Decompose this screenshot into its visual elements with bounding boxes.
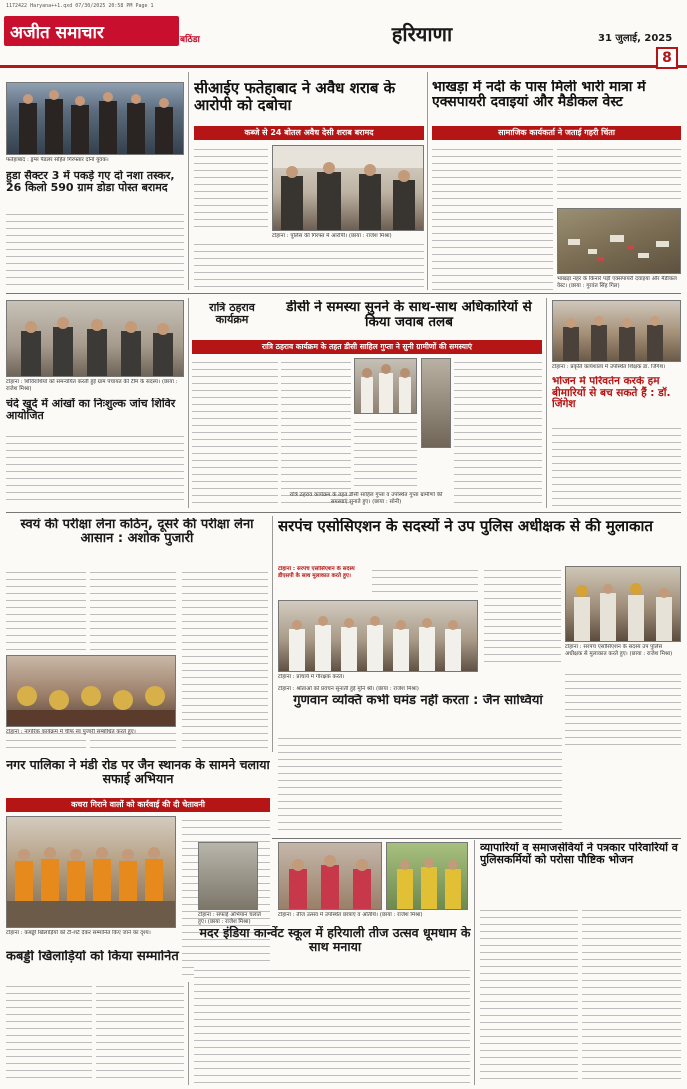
kabaddi-headline: कबड्डी खिलाड़ियों को किया सम्मानित bbox=[6, 950, 179, 964]
dc-photo-1 bbox=[354, 358, 417, 414]
kabaddi-photo-figures bbox=[7, 817, 176, 928]
cleanliness-kicker: कचरा गिराने वालों को कार्रवाई की दी चेतावनी bbox=[6, 798, 270, 812]
page-number: 8 bbox=[656, 47, 678, 69]
dc-text-4 bbox=[454, 358, 542, 508]
teej-headline: मदर इंडिया कान्वेंट स्कूल में हरियाली तीज उत्सव धूमधाम के साथ मनाया bbox=[199, 926, 471, 954]
diet-headline: भोजन में परिवर्तन करके हम बीमारियों से बच सकते हैं : डॉ. जिंगेश bbox=[552, 376, 671, 411]
diet-workshop-photo bbox=[552, 300, 681, 362]
cia-liquor-kicker: कब्जे से 24 बोतल अवैध देसी शराब बरामद bbox=[194, 126, 424, 140]
sarpanch-meeting-caption-2: टोहाना : सरपंच एसोसिएशन के सदस्य उप पुलिस अधीक्षक से मुलाकात करते हुए। (छाया : राजेश मिश्रा) bbox=[565, 644, 673, 657]
edition-label: बठिंडा bbox=[180, 35, 200, 45]
section-title: हरियाणा bbox=[391, 22, 453, 46]
ashok-pujari-headline: स्वयं की परीक्षा लेना कठिन, दूसरे की परीक्षा लेना आसान : अशोक पुजारी bbox=[20, 518, 254, 547]
sarpanch-meeting-photo bbox=[278, 600, 478, 672]
column-divider bbox=[188, 72, 189, 290]
jain-caption: टोहाना : श्रोताओं को प्रवचन सुनाती हुई मुनि श्री। (छाया : राजेश मिश्रा) bbox=[278, 686, 419, 692]
cia-liquor-text-2 bbox=[194, 240, 424, 290]
cia-liquor-photo-figures bbox=[273, 146, 424, 231]
kabaddi-photo bbox=[6, 816, 176, 928]
diet-workshop-caption: टोहाना : प्रकृति कार्यशाला में उपस्थित शिक्षक डा. जिंगेश। bbox=[552, 364, 666, 370]
teej-photo-2-figures bbox=[387, 843, 468, 910]
cia-liquor-photo bbox=[272, 145, 424, 231]
sarpanch-text-2 bbox=[484, 566, 561, 668]
bhakra-waste-headline: भाखड़ा में नदी के पास मिली भारी मात्रा में एक्सपायरी दवाइयां और मैडीकल वेस्ट bbox=[432, 80, 646, 111]
ashok-pujari-text-3 bbox=[182, 568, 268, 750]
arrest-headline: हुडा सैक्टर 3 में पकड़े गए दो नशा तस्कर, 26 किलो 590 ग्राम डोडा पोस्त बरामद bbox=[6, 170, 175, 195]
night-stay-label: रात्रि ठहराव कार्यक्रम bbox=[209, 302, 255, 327]
diet-text bbox=[552, 424, 681, 508]
dc-caption: रात्रि ठहराव कार्यक्रम के तहत डीसी साहिल गुप्ता व उपस्थित गुप्ता ग्रामीणों की समस्याएं सुनाते हुए। (छाया : सोनी) bbox=[289, 492, 443, 505]
arrest-photo-figures bbox=[7, 83, 184, 155]
eye-camp-headline: चंदे खुर्द में आंखों का निःशुल्क जांच शिविर आयोजित bbox=[6, 398, 176, 423]
cleanliness-headline: नगर पालिका ने मंडी रोड पर जैन स्थानक के सामने चलाया सफाई अभियान bbox=[6, 758, 270, 786]
dc-photo-1-figures bbox=[355, 359, 417, 414]
section-divider bbox=[272, 838, 681, 839]
pujari-event-photo-figures bbox=[7, 656, 176, 727]
teej-caption: टोहाना : तीज उत्सव में उपस्थित छात्राएं व अतिथि। (छाया : राजेश मिश्रा) bbox=[278, 912, 423, 918]
medical-waste-photo bbox=[557, 208, 681, 274]
dc-headline: डीसी ने समस्या सुनने के साथ-साथ अधिकारियों से किया जवाब तलब bbox=[286, 300, 532, 330]
jain-text bbox=[278, 734, 562, 834]
teej-photo-2 bbox=[386, 842, 468, 910]
sarpanch-meeting-photo-figures bbox=[279, 601, 478, 672]
kabaddi-text-2 bbox=[96, 982, 184, 1083]
bhakra-waste-kicker: सामाजिक कार्यकर्ता ने जताई गहरी चिंता bbox=[432, 126, 681, 140]
cia-liquor-caption: टोहाना : पुलिस की गिरफ्त में आरोपी। (छाया : राजेश मिश्रा) bbox=[272, 233, 392, 239]
dc-text-3 bbox=[354, 418, 417, 490]
masthead bbox=[0, 12, 687, 68]
dc-text-1 bbox=[192, 358, 278, 508]
medical-waste-caption: भाखड़ा नहर के किनारे पड़ी एक्सपायरी दवाइयां और मैडीकल वेस्ट। (छाया : गुरवंत सिंह गिल) bbox=[557, 276, 677, 289]
traders-text-1 bbox=[480, 906, 578, 1083]
kabaddi-text-1 bbox=[6, 982, 92, 1083]
sarpanch-meeting-caption-1: टोहाना : प्राचार्य में गौरक्षक करते। bbox=[278, 674, 345, 680]
sarpanch-headline: सरपंच एसोसिएशन के सदस्यों ने उप पुलिस अधीक्षक से की मुलाकात bbox=[278, 518, 653, 535]
teej-photo-1 bbox=[278, 842, 382, 910]
column-divider bbox=[546, 298, 547, 508]
column-divider bbox=[188, 982, 189, 1085]
arrest-story-text bbox=[6, 210, 184, 286]
cleanup-caption: टोहाना : सफाई अभियान चलाते हुए। (छाया : राजेश मिश्रा) bbox=[198, 912, 261, 925]
section-divider bbox=[6, 293, 681, 294]
column-divider bbox=[272, 516, 273, 752]
column-divider bbox=[474, 840, 475, 1085]
jain-headline: गुणवान व्यक्ति कभी घमंड नहीं करता : जैन साध्वियां bbox=[293, 694, 543, 708]
column-divider bbox=[427, 72, 428, 290]
diet-workshop-photo-figures bbox=[553, 301, 681, 362]
dc-kicker: रात्रि ठहराव कार्यक्रम के तहत डीसी साहिल गुप्ता ने सुनी ग्रामीणों की समस्याएं bbox=[192, 340, 542, 354]
teej-text bbox=[194, 966, 470, 1083]
issue-date: 31 जुलाई, 2025 bbox=[598, 33, 673, 44]
sarpanch-text-1 bbox=[372, 566, 478, 596]
sarpanch-dsp-photo-figures bbox=[566, 567, 681, 642]
eye-camp-text bbox=[6, 432, 184, 506]
sarpanch-side-caption: टोहाना : सरपंच एसोसिएशन के सदस्य डीएसपी के साथ मुलाकात करते हुए। bbox=[278, 566, 355, 579]
sarpanch-text-3 bbox=[565, 670, 681, 750]
cleanup-photo bbox=[198, 842, 258, 910]
eye-camp-photo-figures bbox=[7, 301, 184, 377]
newspaper-logo: अजीत समाचार bbox=[4, 16, 179, 46]
cia-liquor-headline: सीआईए फतेहाबाद ने अवैध शराब के आरोपी को दबोचा bbox=[194, 80, 396, 114]
dc-photo-2 bbox=[421, 358, 451, 448]
pujari-event-photo bbox=[6, 655, 176, 727]
print-slug: 1172422 Haryana++1.qxd 07/30/2025 20:58 PM Page 1 bbox=[6, 3, 154, 9]
bhakra-waste-text-1 bbox=[432, 145, 553, 290]
kabaddi-caption: टोहाना : कबड्डी खिलाड़ियों को टी-शर्ट देकर सम्मानित किए जाने का दृश्य। bbox=[6, 930, 151, 936]
traders-text-2 bbox=[582, 906, 681, 1083]
bhakra-waste-text-2 bbox=[557, 145, 681, 205]
column-divider bbox=[188, 298, 189, 508]
traders-headline: व्यापारियों व समाजसेवियों ने पत्रकार परिवारियों व पुलिसकर्मियों को परोसा पौष्टिक भोजन bbox=[480, 842, 678, 867]
pujari-event-caption: टोहाना : नागरिक कार्यक्रम में चीफ स्व पुजारी सम्बोधित करते हुए। bbox=[6, 729, 136, 735]
arrest-photo-caption: फतेहाबाद : ड्रग्स पैडलर सहित गिरफ्तार दोनों युवक। bbox=[6, 157, 109, 163]
sarpanch-dsp-photo bbox=[565, 566, 681, 642]
medical-waste-photo-items bbox=[558, 209, 681, 274]
arrest-photo bbox=[6, 82, 184, 155]
eye-camp-photo bbox=[6, 300, 184, 377]
eye-camp-caption: टोहाना : शिविरार्थियों को समन्वयित करती हुई ग्राम पंचायत की टीम के सदस्य। (छाया : राजेश मिश्रा) bbox=[6, 379, 178, 392]
teej-photo-1-figures bbox=[279, 843, 382, 910]
cia-liquor-text-1 bbox=[194, 145, 268, 233]
section-divider bbox=[6, 512, 681, 513]
dc-text-2 bbox=[281, 358, 351, 508]
